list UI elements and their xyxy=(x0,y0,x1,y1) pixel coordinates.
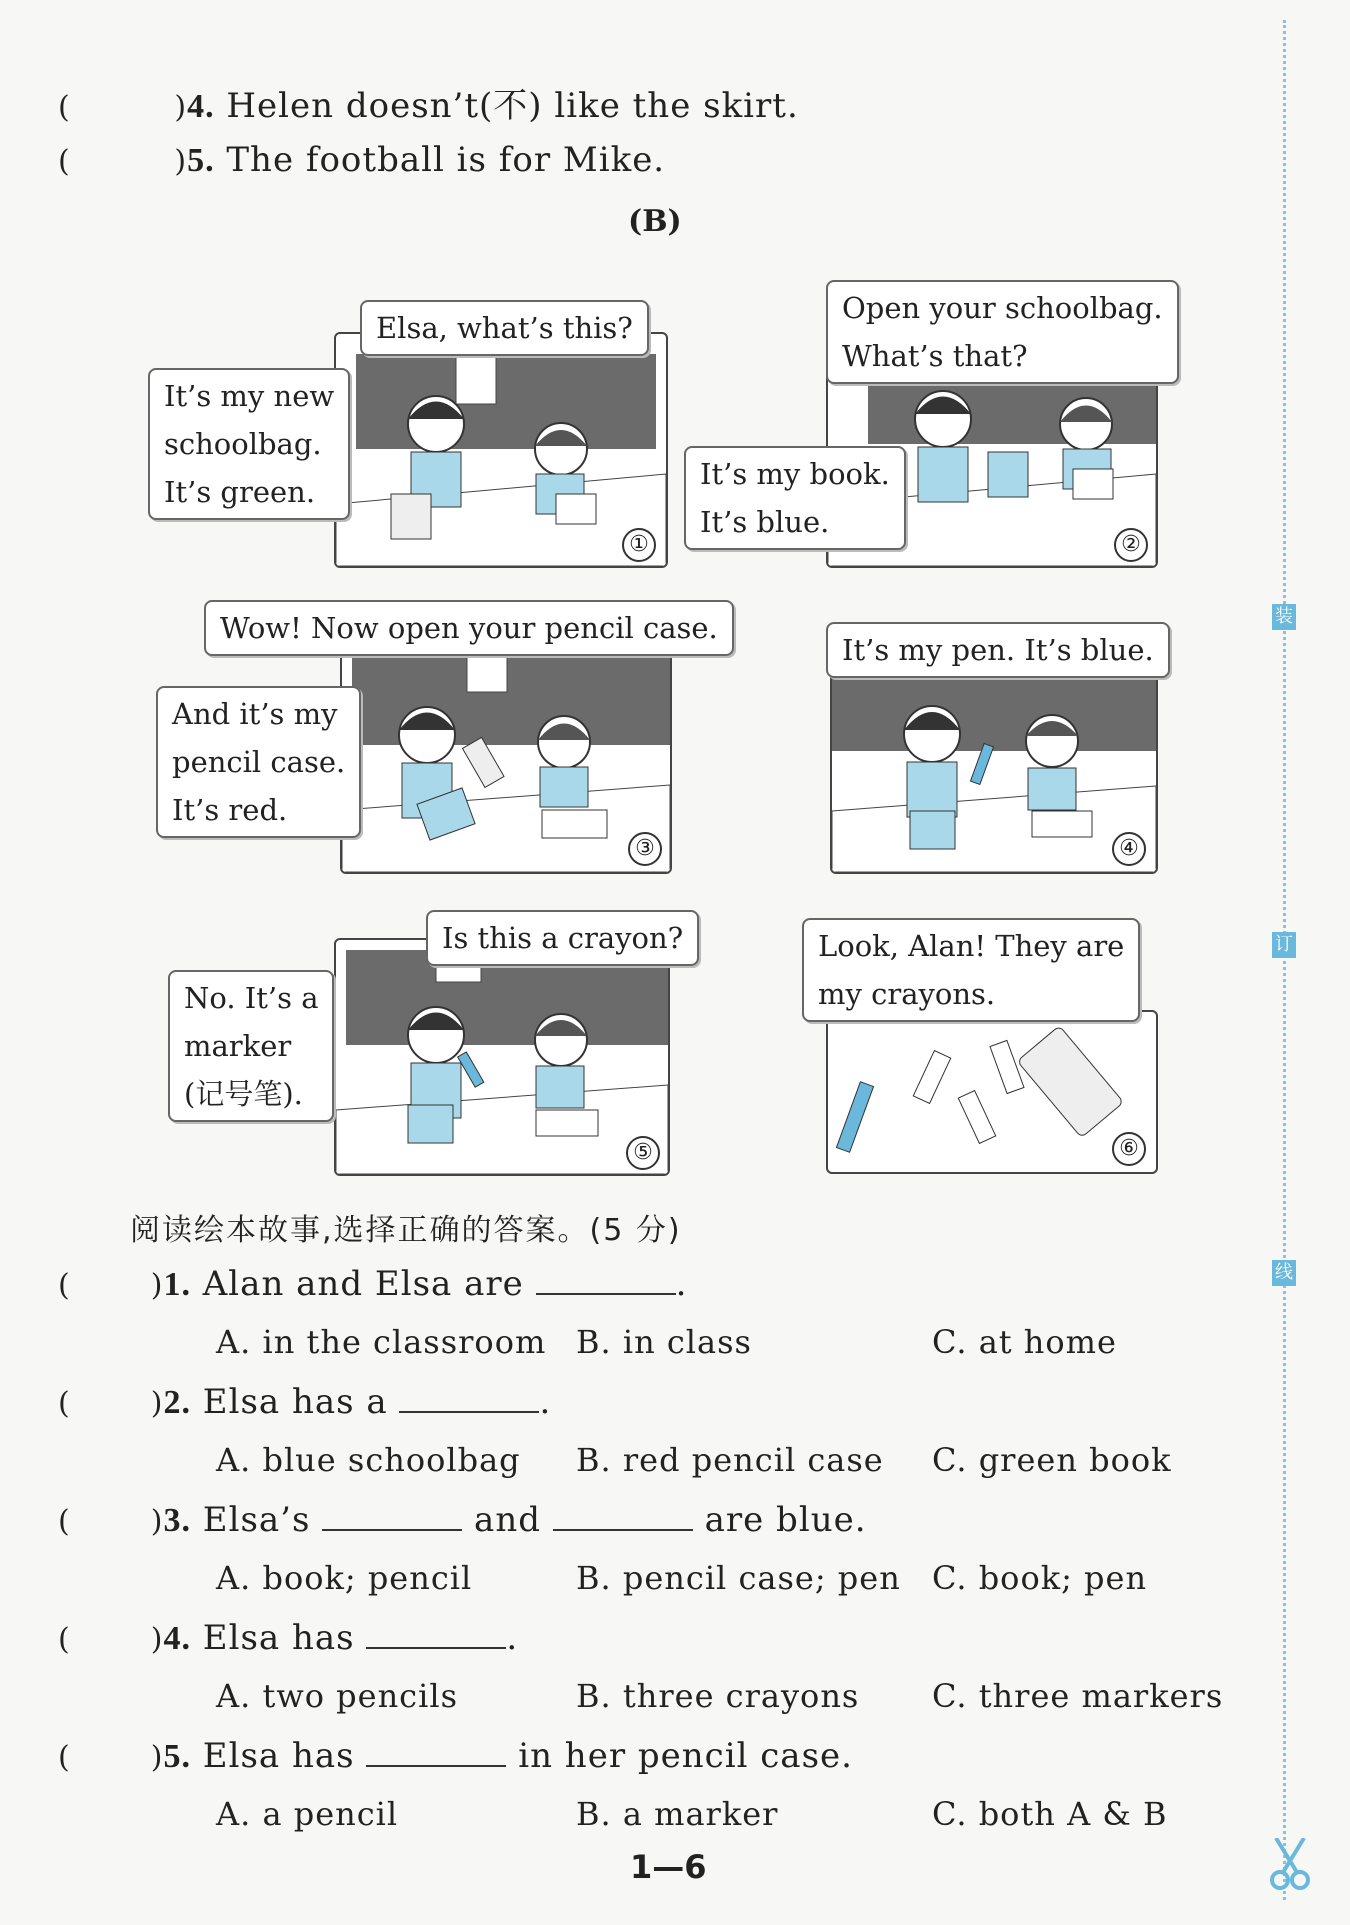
panel-number-5: ⑤ xyxy=(626,1136,660,1170)
bubble-1a: Elsa, what’s this? xyxy=(360,300,649,356)
side-mark-3: 线 xyxy=(1272,1260,1296,1286)
page-number: 1—6 xyxy=(630,1848,707,1886)
top-item-4: ( )4. Helen doesn’t(不) like the skirt. xyxy=(58,86,799,126)
comic-panel-5 xyxy=(334,938,670,1176)
panel-6-illustration xyxy=(828,1012,1156,1172)
question-5: ( )5. Elsa has in her pencil case. xyxy=(58,1736,853,1776)
panel-number-1: ① xyxy=(622,528,656,562)
comic-panel-6 xyxy=(826,1010,1158,1174)
section-label: (B) xyxy=(628,204,682,239)
scissors-icon xyxy=(1268,1838,1312,1890)
bubble-1b: It’s my new schoolbag. It’s green. xyxy=(148,368,350,520)
q4-option-b[interactable]: B. three crayons xyxy=(576,1677,860,1715)
instruction: 阅读绘本故事,选择正确的答案。(5 分) xyxy=(130,1213,682,1248)
panel-number-4: ④ xyxy=(1112,832,1146,866)
bubble-2b: It’s my book. It’s blue. xyxy=(684,446,906,550)
side-mark-2: 订 xyxy=(1272,932,1296,958)
q3-option-c[interactable]: C. book; pen xyxy=(932,1559,1148,1597)
answer-blank[interactable] xyxy=(399,1381,539,1413)
q1-option-c[interactable]: C. at home xyxy=(932,1323,1117,1361)
side-mark-1: 装 xyxy=(1272,604,1296,630)
answer-blank[interactable] xyxy=(366,1735,506,1767)
panel-5-illustration xyxy=(336,940,668,1174)
question-1: ( )1. Alan and Elsa are . xyxy=(58,1264,688,1304)
answer-blank[interactable] xyxy=(322,1499,462,1531)
q3-option-a[interactable]: A. book; pencil xyxy=(216,1559,473,1597)
q2-option-c[interactable]: C. green book xyxy=(932,1441,1172,1479)
q1-option-a[interactable]: A. in the classroom xyxy=(216,1323,547,1361)
question-4: ( )4. Elsa has . xyxy=(58,1618,519,1658)
q3-option-b[interactable]: B. pencil case; pen xyxy=(576,1559,901,1597)
answer-blank[interactable] xyxy=(553,1499,693,1531)
question-3: ( )3. Elsa’s and are blue. xyxy=(58,1500,867,1540)
bubble-2a: Open your schoolbag. What’s that? xyxy=(826,280,1179,384)
panel-number-2: ② xyxy=(1114,528,1148,562)
top-item-5: ( )5. The football is for Mike. xyxy=(58,140,666,180)
bubble-4a: It’s my pen. It’s blue. xyxy=(826,622,1170,678)
q1-option-b[interactable]: B. in class xyxy=(576,1323,752,1361)
panel-1-illustration xyxy=(336,334,666,566)
bubble-3b: And it’s my pencil case. It’s red. xyxy=(156,686,361,838)
answer-blank[interactable] xyxy=(536,1263,676,1295)
bubble-5a: Is this a crayon? xyxy=(426,910,699,966)
q2-option-a[interactable]: A. blue schoolbag xyxy=(216,1441,521,1479)
bubble-6a: Look, Alan! They are my crayons. xyxy=(802,918,1140,1022)
comic-panel-3 xyxy=(340,648,672,874)
q4-option-c[interactable]: C. three markers xyxy=(932,1677,1224,1715)
q5-option-a[interactable]: A. a pencil xyxy=(216,1795,399,1833)
comic-panel-1 xyxy=(334,332,668,568)
q5-option-b[interactable]: B. a marker xyxy=(576,1795,779,1833)
q2-option-b[interactable]: B. red pencil case xyxy=(576,1441,884,1479)
bubble-3a: Wow! Now open your pencil case. xyxy=(204,600,734,656)
panel-number-3: ③ xyxy=(628,832,662,866)
panel-3-illustration xyxy=(342,650,670,872)
question-2: ( )2. Elsa has a . xyxy=(58,1382,552,1422)
answer-blank[interactable] xyxy=(366,1617,506,1649)
bubble-5b: No. It’s a marker (记号笔). xyxy=(168,970,334,1122)
q5-option-c[interactable]: C. both A & B xyxy=(932,1795,1168,1833)
panel-number-6: ⑥ xyxy=(1112,1132,1146,1166)
q4-option-a[interactable]: A. two pencils xyxy=(216,1677,458,1715)
binding-line xyxy=(1283,20,1286,1900)
